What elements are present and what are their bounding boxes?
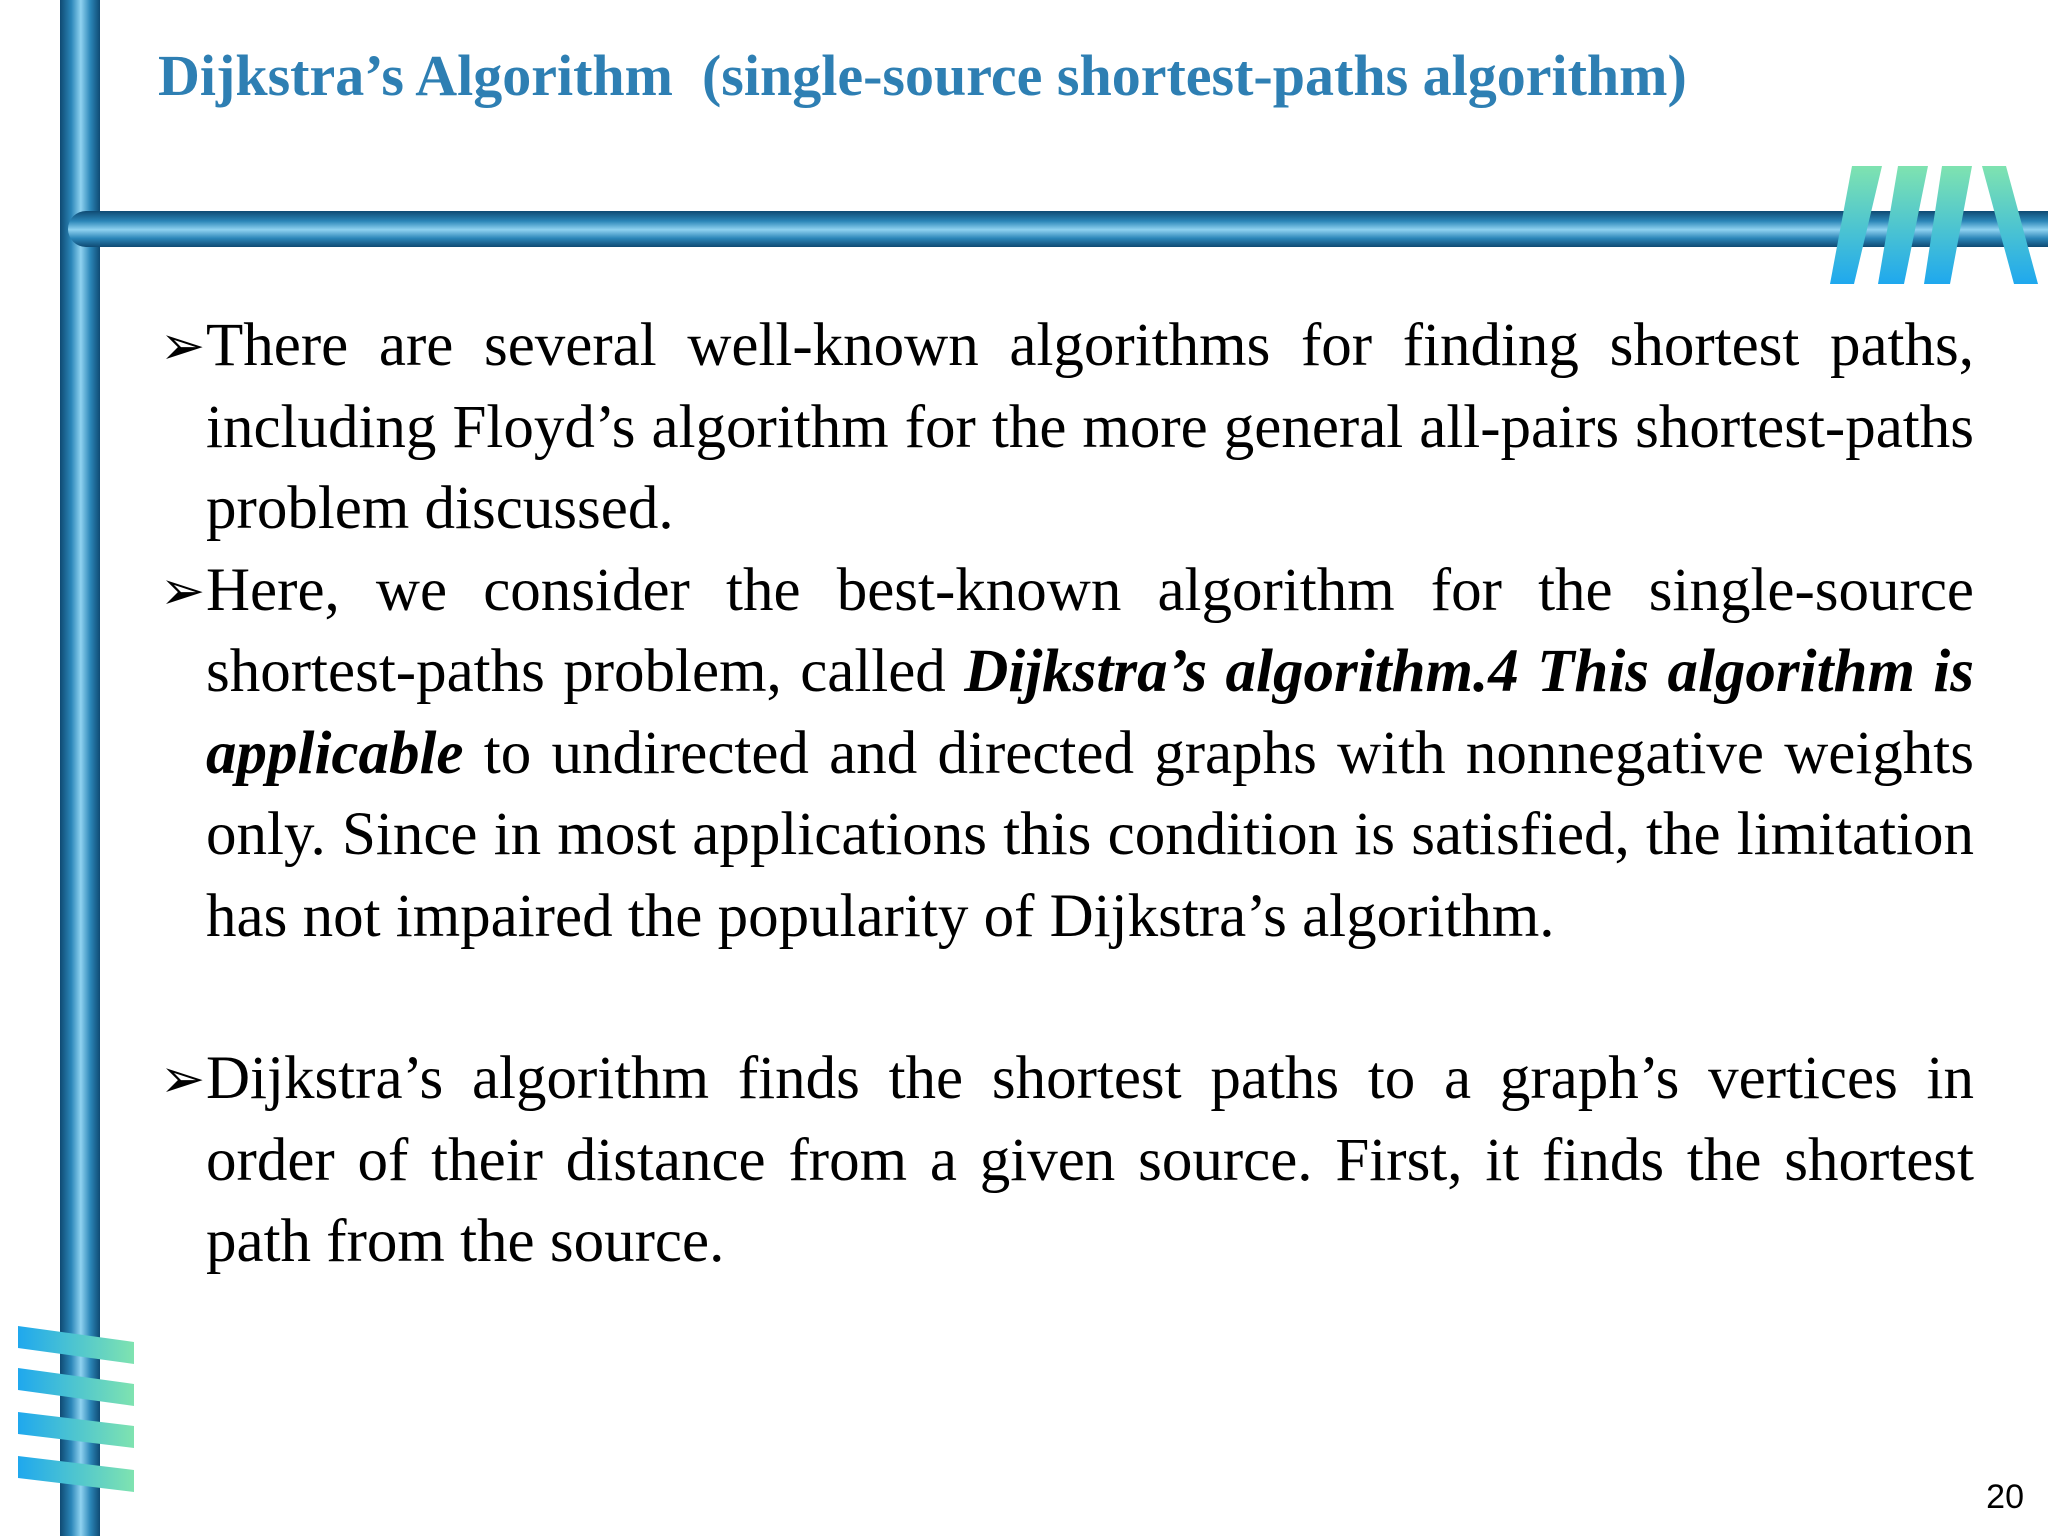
paragraph-text: There are several well-known algorithms for finding shortest paths, including Floyd’s algorithm for the more general all-pairs shortest-paths problem discussed. (206, 312, 1974, 542)
stripe-logo-icon (1830, 160, 2048, 290)
bullet-item (160, 305, 1974, 550)
bullet-item (160, 550, 1974, 958)
arrow-bullet-icon: ➢ (160, 558, 206, 622)
emphasis-text: Dijkstra’s algorithm.4 This algorithm is applicable (206, 638, 1974, 787)
bullet-item (160, 1038, 1974, 1283)
page-number: 20 (1986, 1478, 2024, 1516)
stripe-logo-icon (14, 1320, 144, 1500)
slide-title: Dijkstra’s Algorithm (single-source shortest-paths algorithm) (158, 43, 1687, 108)
arrow-bullet-icon: ➢ (160, 314, 206, 377)
paragraph-text: to undirected and directed graphs with nonnegative weights only. Since in most applications this condition is satisfied, the limitation has not impaired the popularity of Dijkstra’s algorithm. (206, 719, 1974, 950)
horizontal-frame-bar (68, 211, 2048, 247)
arrow-bullet-icon: ➢ (160, 1047, 206, 1110)
slide-body (160, 305, 1974, 1283)
paragraph-text: Here, we consider the best-known algorithm for the single-source shortest-paths problem, called (206, 556, 1974, 705)
paragraph-text: Dijkstra’s algorithm finds the shortest paths to a graph’s vertices in order of their distance from a given source. First, it finds the shortest path from the source. (206, 1045, 1974, 1275)
